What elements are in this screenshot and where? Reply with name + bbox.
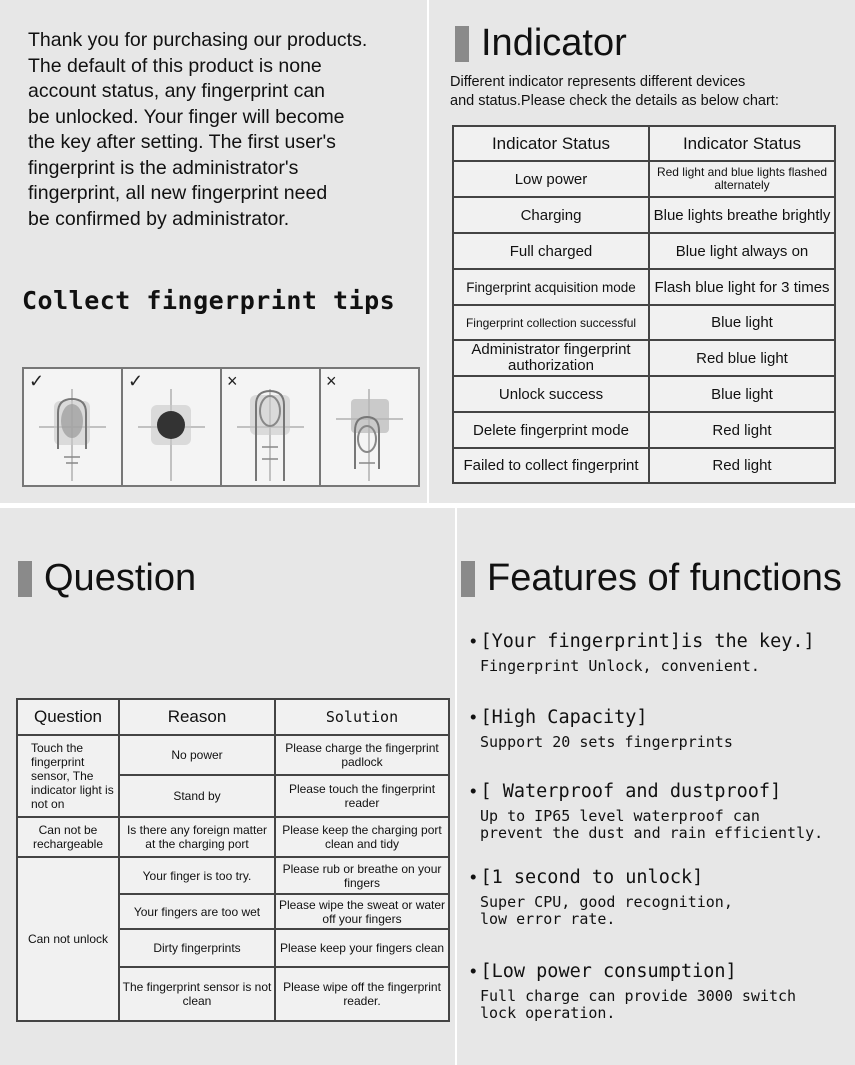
- reason-cell: Your finger is too try.: [119, 857, 275, 894]
- table-row: [17, 817, 449, 857]
- tip-image-wrong-2: [321, 369, 418, 485]
- table-row: [453, 197, 835, 233]
- table-row: [17, 735, 449, 775]
- table-row: [17, 857, 449, 894]
- status-cell: Delete fingerprint mode: [453, 412, 649, 448]
- tips-title: Collect fingerprint tips: [22, 286, 396, 315]
- solution-cell: Please wipe the sweat or water off your fingers: [275, 894, 449, 929]
- features-list: [470, 630, 850, 1022]
- status-cell: Unlock success: [453, 376, 649, 412]
- table-row: [453, 269, 835, 305]
- indicator-cell: Red light: [649, 448, 835, 483]
- feature-heading: • [ Waterproof and dustproof]: [470, 780, 850, 802]
- feature-item: [470, 866, 850, 960]
- feature-description: Up to IP65 level waterproof can prevent the dust and rain efficiently.: [480, 807, 824, 842]
- solution-cell: Please touch the fingerprint reader: [275, 775, 449, 817]
- feature-heading: • [1 second to unlock]: [470, 866, 850, 888]
- feature-heading: • [Your fingerprint]is the key.]: [470, 630, 850, 652]
- check-icon: ✓: [29, 371, 45, 391]
- table-row: [453, 161, 835, 197]
- feature-description: Super CPU, good recognition, low error rate.: [480, 893, 733, 928]
- status-cell: Fingerprint acquisition mode: [453, 269, 649, 305]
- tip-image-correct-1: [24, 369, 121, 485]
- column-header: Reason: [119, 699, 275, 735]
- finger-icon: [222, 369, 319, 485]
- table-row: [453, 376, 835, 412]
- finger-icon: [24, 369, 121, 485]
- feature-description: Fingerprint Unlock, convenient.: [480, 657, 760, 675]
- reason-cell: Is there any foreign matter at the charging port: [119, 817, 275, 857]
- status-cell: Failed to collect fingerprint: [453, 448, 649, 483]
- question-cell: Touch the fingerprint sensor, The indicator light is not on: [17, 735, 119, 817]
- column-header: Solution: [275, 699, 449, 735]
- question-cell: Can not unlock: [17, 857, 119, 1021]
- indicator-heading: [455, 22, 627, 65]
- features-heading: [461, 557, 842, 600]
- question-table: [16, 698, 450, 1022]
- finger-icon: [321, 369, 418, 485]
- column-header: Question: [17, 699, 119, 735]
- tip-image-wrong-1: [222, 369, 319, 485]
- indicator-cell: Red blue light: [649, 340, 835, 376]
- column-header: Indicator Status: [649, 126, 835, 161]
- indicator-cell: Blue light: [649, 305, 835, 340]
- feature-description: Full charge can provide 3000 switch lock operation.: [480, 987, 797, 1022]
- cross-icon: ×: [227, 371, 238, 391]
- indicator-description: Different indicator represents different devices and status.Please check the details as below chart:: [450, 74, 779, 109]
- indicator-cell: Blue lights breathe brightly: [649, 197, 835, 233]
- question-title: Question: [44, 557, 197, 599]
- reason-cell: Your fingers are too wet: [119, 894, 275, 929]
- indicator-cell: Red light: [649, 412, 835, 448]
- indicator-cell: Blue light: [649, 376, 835, 412]
- table-row: [453, 448, 835, 483]
- status-cell: Full charged: [453, 233, 649, 269]
- heading-bar: [461, 561, 475, 597]
- question-heading: [18, 557, 196, 600]
- table-header-row: [17, 699, 449, 735]
- table-row: [453, 305, 835, 340]
- tip-image-correct-2: [123, 369, 220, 485]
- status-cell: Fingerprint collection successful: [453, 305, 649, 340]
- table-row: [453, 340, 835, 376]
- solution-cell: Please keep the charging port clean and tidy: [275, 817, 449, 857]
- features-title: Features of functions: [487, 557, 842, 599]
- feature-item: [470, 960, 850, 1022]
- feature-heading: • [Low power consumption]: [470, 960, 850, 982]
- question-cell: Can not be rechargeable: [17, 817, 119, 857]
- feature-item: [470, 630, 850, 706]
- reason-cell: Dirty fingerprints: [119, 929, 275, 967]
- heading-bar: [18, 561, 32, 597]
- fingerprint-dot-icon: [123, 369, 220, 485]
- indicator-title: Indicator: [481, 22, 627, 64]
- feature-item: [470, 780, 850, 866]
- column-header: Indicator Status: [453, 126, 649, 161]
- solution-cell: Please keep your fingers clean: [275, 929, 449, 967]
- fingerprint-tips-images: [22, 367, 420, 487]
- table-row: [453, 233, 835, 269]
- reason-cell: No power: [119, 735, 275, 775]
- indicator-table: [452, 125, 836, 484]
- status-cell: Charging: [453, 197, 649, 233]
- feature-item: [470, 706, 850, 780]
- status-cell: Low power: [453, 161, 649, 197]
- feature-description: Support 20 sets fingerprints: [480, 733, 733, 751]
- indicator-cell: Blue light always on: [649, 233, 835, 269]
- feature-heading: • [High Capacity]: [470, 706, 850, 728]
- intro-text: Thank you for purchasing our products. The default of this product is none account status, any fingerprint can be unlocked. Your finger will become the key after setting. The first user's fingerprint is the administrator's fingerprint, all new fingerprint need be confirmed by administrator.: [28, 29, 368, 230]
- solution-cell: Please charge the fingerprint padlock: [275, 735, 449, 775]
- reason-cell: The fingerprint sensor is not clean: [119, 967, 275, 1021]
- solution-cell: Please wipe off the fingerprint reader.: [275, 967, 449, 1021]
- cross-icon: ×: [326, 371, 337, 391]
- reason-cell: Stand by: [119, 775, 275, 817]
- check-icon: ✓: [128, 371, 144, 391]
- table-row: [453, 412, 835, 448]
- indicator-cell: Flash blue light for 3 times: [649, 269, 835, 305]
- heading-bar: [455, 26, 469, 62]
- table-header-row: [453, 126, 835, 161]
- status-cell: Administrator fingerprint authorization: [453, 340, 649, 376]
- solution-cell: Please rub or breathe on your fingers: [275, 857, 449, 894]
- indicator-cell: Red light and blue lights flashed alternately: [649, 161, 835, 197]
